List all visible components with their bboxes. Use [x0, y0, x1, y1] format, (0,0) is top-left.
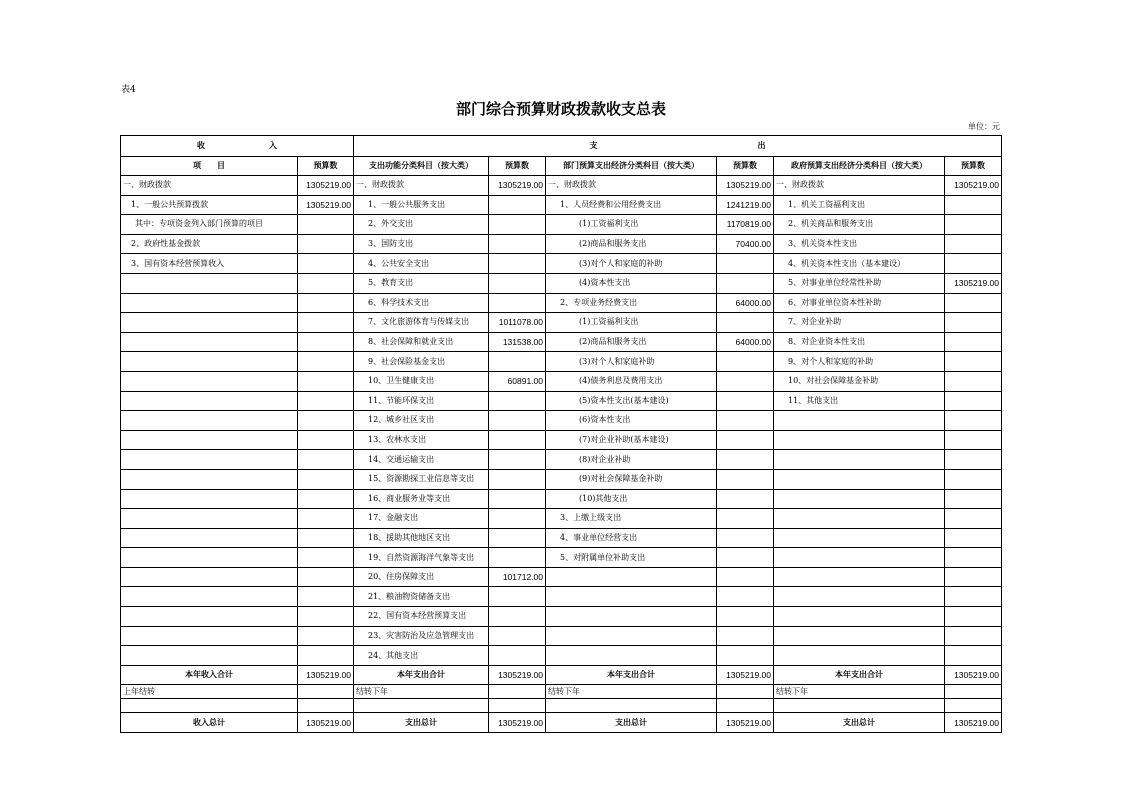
item-cell	[121, 626, 298, 646]
amount-cell	[717, 391, 774, 411]
total-row-blank	[121, 699, 1002, 713]
item-cell: 8、对企业资本性支出	[774, 332, 945, 352]
amount-cell: 1305219.00	[298, 195, 354, 215]
amount-cell	[717, 607, 774, 627]
col-header: 预算数	[945, 157, 1002, 176]
item-cell	[774, 567, 945, 587]
group-header-row	[121, 136, 1002, 157]
amount-cell	[489, 548, 546, 568]
amount-cell	[945, 489, 1002, 509]
amount-cell: 64000.00	[717, 332, 774, 352]
amount-cell	[298, 254, 354, 274]
col-header: 预算数	[717, 157, 774, 176]
item-cell: 一、财政拨款	[354, 176, 489, 196]
item-cell	[774, 607, 945, 627]
total-label-cell	[546, 699, 717, 713]
amount-cell	[945, 215, 1002, 235]
item-cell: 5、对附属单位补助支出	[546, 548, 717, 568]
item-cell: 一、财政拨款	[774, 176, 945, 196]
total-amount-cell	[489, 685, 546, 699]
amount-cell	[298, 234, 354, 254]
item-cell: (3)对个人和家庭的补助	[546, 254, 717, 274]
amount-cell	[945, 234, 1002, 254]
table-row	[121, 587, 1002, 607]
amount-cell	[298, 332, 354, 352]
amount-cell	[945, 411, 1002, 431]
item-cell: 2、专项业务经费支出	[546, 293, 717, 313]
item-cell: 7、文化旅游体育与传媒支出	[354, 313, 489, 333]
table-tag: 表4	[121, 85, 136, 95]
col-header: 项 目	[121, 157, 298, 176]
item-cell	[774, 587, 945, 607]
item-cell: 13、农林水支出	[354, 430, 489, 450]
amount-cell	[945, 391, 1002, 411]
amount-cell	[489, 469, 546, 489]
amount-cell	[298, 391, 354, 411]
amount-cell	[489, 411, 546, 431]
amount-cell	[489, 195, 546, 215]
col-header: 部门预算支出经济分类科目（按大类）	[546, 157, 717, 176]
item-cell: 1、一般公共服务支出	[354, 195, 489, 215]
amount-cell	[945, 548, 1002, 568]
amount-cell	[489, 215, 546, 235]
amount-cell	[298, 430, 354, 450]
income-header: 收 入	[121, 136, 354, 157]
item-cell: (10)其他支出	[546, 489, 717, 509]
total-label-cell: 上年结转	[121, 685, 298, 699]
amount-cell	[717, 626, 774, 646]
item-cell	[121, 352, 298, 372]
item-cell: 3、上缴上级支出	[546, 509, 717, 529]
table-row	[121, 215, 1002, 235]
table-row	[121, 293, 1002, 313]
total-amount-cell	[945, 699, 1002, 713]
item-cell: 2、政府性基金拨款	[121, 234, 298, 254]
total-label-cell: 本年收入合计	[121, 665, 298, 685]
item-cell: 4、事业单位经营支出	[546, 528, 717, 548]
item-cell: (9)对社会保障基金补助	[546, 469, 717, 489]
item-cell	[546, 626, 717, 646]
table-row	[121, 450, 1002, 470]
item-cell	[121, 450, 298, 470]
amount-cell	[717, 430, 774, 450]
amount-cell	[945, 254, 1002, 274]
item-cell	[774, 646, 945, 666]
amount-cell	[489, 626, 546, 646]
amount-cell	[298, 548, 354, 568]
total-label-cell: 支出总计	[774, 713, 945, 733]
amount-cell	[489, 430, 546, 450]
item-cell: 10、卫生健康支出	[354, 371, 489, 391]
item-cell	[774, 528, 945, 548]
amount-cell: 131538.00	[489, 332, 546, 352]
table-row	[121, 411, 1002, 431]
amount-cell	[717, 352, 774, 372]
amount-cell: 1011078.00	[489, 313, 546, 333]
amount-cell	[945, 626, 1002, 646]
item-cell	[546, 567, 717, 587]
item-cell: 20、住房保障支出	[354, 567, 489, 587]
item-cell: (1)工资福利支出	[546, 215, 717, 235]
item-cell	[121, 391, 298, 411]
total-label-cell	[354, 699, 489, 713]
amount-cell	[298, 293, 354, 313]
item-cell: 6、科学技术支出	[354, 293, 489, 313]
item-cell: 21、粮油物资储备支出	[354, 587, 489, 607]
total-label-cell: 支出总计	[354, 713, 489, 733]
amount-cell	[489, 450, 546, 470]
table-row	[121, 489, 1002, 509]
item-cell: 17、金融支出	[354, 509, 489, 529]
amount-cell	[945, 195, 1002, 215]
table-row	[121, 509, 1002, 529]
item-cell	[774, 626, 945, 646]
amount-cell	[717, 469, 774, 489]
amount-cell	[489, 528, 546, 548]
amount-cell	[717, 273, 774, 293]
col-header: 预算数	[298, 157, 354, 176]
item-cell	[546, 646, 717, 666]
amount-cell	[945, 607, 1002, 627]
col-header: 支出功能分类科目（按大类）	[354, 157, 489, 176]
item-cell: 16、商业服务业等支出	[354, 489, 489, 509]
table-row	[121, 528, 1002, 548]
total-label-cell: 结转下年	[354, 685, 489, 699]
item-cell	[121, 607, 298, 627]
amount-cell: 101712.00	[489, 567, 546, 587]
amount-cell	[298, 646, 354, 666]
item-cell	[121, 469, 298, 489]
col-header: 预算数	[489, 157, 546, 176]
table-row	[121, 195, 1002, 215]
item-cell: 3、国有资本经营预算收入	[121, 254, 298, 274]
total-label-cell	[774, 699, 945, 713]
amount-cell	[298, 528, 354, 548]
amount-cell	[489, 254, 546, 274]
amount-cell	[489, 607, 546, 627]
amount-cell	[298, 509, 354, 529]
total-amount-cell	[298, 685, 354, 699]
amount-cell	[945, 371, 1002, 391]
item-cell	[121, 371, 298, 391]
amount-cell	[945, 332, 1002, 352]
amount-cell	[945, 528, 1002, 548]
item-cell: (6)资本性支出	[546, 411, 717, 431]
amount-cell: 1305219.00	[945, 273, 1002, 293]
total-amount-cell: 1305219.00	[945, 713, 1002, 733]
item-cell	[121, 332, 298, 352]
total-label-cell: 本年支出合计	[774, 665, 945, 685]
amount-cell	[945, 352, 1002, 372]
amount-cell	[489, 273, 546, 293]
table-row	[121, 626, 1002, 646]
total-label-cell	[121, 699, 298, 713]
item-cell	[121, 587, 298, 607]
item-cell: 9、社会保险基金支出	[354, 352, 489, 372]
amount-cell	[298, 411, 354, 431]
total-amount-cell	[489, 699, 546, 713]
item-cell: (7)对企业补助(基本建设)	[546, 430, 717, 450]
amount-cell	[298, 607, 354, 627]
item-cell: (4)债务利息及费用支出	[546, 371, 717, 391]
item-cell: 6、对事业单位资本性补助	[774, 293, 945, 313]
item-cell: (8)对企业补助	[546, 450, 717, 470]
table-row	[121, 607, 1002, 627]
amount-cell	[717, 450, 774, 470]
item-cell: 2、机关商品和服务支出	[774, 215, 945, 235]
table-row	[121, 234, 1002, 254]
total-label-cell: 支出总计	[546, 713, 717, 733]
expense-header: 支 出	[354, 136, 1002, 157]
item-cell: 1、一般公共预算拨款	[121, 195, 298, 215]
column-header-row	[121, 157, 1002, 176]
item-cell: 19、自然资源海洋气象等支出	[354, 548, 489, 568]
item-cell: (2)商品和服务支出	[546, 332, 717, 352]
page-title: 部门综合预算财政拨款收支总表	[455, 100, 666, 118]
amount-cell	[489, 391, 546, 411]
item-cell: (4)资本性支出	[546, 273, 717, 293]
amount-cell	[717, 646, 774, 666]
amount-cell: 1305219.00	[298, 176, 354, 196]
item-cell: 5、教育支出	[354, 273, 489, 293]
item-cell: (5)资本性支出(基本建设)	[546, 391, 717, 411]
item-cell	[121, 567, 298, 587]
item-cell: (1)工资福利支出	[546, 313, 717, 333]
amount-cell	[298, 273, 354, 293]
amount-cell: 1305219.00	[489, 176, 546, 196]
item-cell	[121, 313, 298, 333]
total-label-cell: 结转下年	[774, 685, 945, 699]
table-row	[121, 176, 1002, 196]
total-amount-cell	[717, 699, 774, 713]
item-cell: 8、社会保障和就业支出	[354, 332, 489, 352]
item-cell	[121, 646, 298, 666]
amount-cell	[489, 234, 546, 254]
item-cell: (3)对个人和家庭补助	[546, 352, 717, 372]
amount-cell	[298, 215, 354, 235]
item-cell: 3、机关资本性支出	[774, 234, 945, 254]
amount-cell	[717, 509, 774, 529]
amount-cell	[298, 313, 354, 333]
amount-cell	[717, 548, 774, 568]
item-cell	[121, 489, 298, 509]
item-cell: 5、对事业单位经常性补助	[774, 273, 945, 293]
table-row	[121, 332, 1002, 352]
table-row	[121, 391, 1002, 411]
amount-cell	[489, 587, 546, 607]
budget-table	[120, 135, 1002, 733]
item-cell: 2、外交支出	[354, 215, 489, 235]
total-amount-cell: 1305219.00	[489, 665, 546, 685]
item-cell	[121, 430, 298, 450]
table-row	[121, 430, 1002, 450]
item-cell: 14、交通运输支出	[354, 450, 489, 470]
amount-cell	[489, 509, 546, 529]
item-cell: 23、灾害防治及应急管理支出	[354, 626, 489, 646]
total-amount-cell	[717, 685, 774, 699]
amount-cell	[298, 469, 354, 489]
amount-cell	[298, 626, 354, 646]
item-cell	[546, 587, 717, 607]
table-row	[121, 313, 1002, 333]
item-cell: 18、援助其他地区支出	[354, 528, 489, 548]
amount-cell	[945, 587, 1002, 607]
amount-cell: 1170819.00	[717, 215, 774, 235]
amount-cell	[489, 293, 546, 313]
total-amount-cell: 1305219.00	[298, 665, 354, 685]
item-cell	[774, 489, 945, 509]
item-cell	[546, 607, 717, 627]
item-cell: 1、人员经费和公用经费支出	[546, 195, 717, 215]
amount-cell	[298, 450, 354, 470]
unit-label: 单位：元	[968, 122, 1000, 131]
amount-cell	[489, 646, 546, 666]
item-cell: 一、财政拨款	[546, 176, 717, 196]
item-cell: 11、节能环保支出	[354, 391, 489, 411]
total-row-carry	[121, 685, 1002, 699]
item-cell	[774, 411, 945, 431]
amount-cell	[945, 509, 1002, 529]
amount-cell	[717, 567, 774, 587]
item-cell: 12、城乡社区支出	[354, 411, 489, 431]
amount-cell	[945, 450, 1002, 470]
amount-cell	[945, 313, 1002, 333]
item-cell	[121, 509, 298, 529]
table-row	[121, 646, 1002, 666]
total-amount-cell: 1305219.00	[298, 713, 354, 733]
item-cell: 其中：专项资金列入部门预算的项目	[121, 215, 298, 235]
item-cell: 4、机关资本性支出（基本建设）	[774, 254, 945, 274]
item-cell: (2)商品和服务支出	[546, 234, 717, 254]
item-cell: 11、其他支出	[774, 391, 945, 411]
amount-cell	[489, 352, 546, 372]
total-amount-cell: 1305219.00	[717, 713, 774, 733]
amount-cell	[945, 646, 1002, 666]
table-row	[121, 254, 1002, 274]
table-row	[121, 548, 1002, 568]
total-amount-cell: 1305219.00	[717, 665, 774, 685]
amount-cell	[717, 371, 774, 391]
item-cell	[774, 548, 945, 568]
total-amount-cell: 1305219.00	[489, 713, 546, 733]
amount-cell: 64000.00	[717, 293, 774, 313]
item-cell: 3、国防支出	[354, 234, 489, 254]
amount-cell: 1241219.00	[717, 195, 774, 215]
amount-cell	[945, 430, 1002, 450]
total-row-year	[121, 665, 1002, 685]
total-label-cell: 本年支出合计	[354, 665, 489, 685]
total-label-cell: 本年支出合计	[546, 665, 717, 685]
table-row	[121, 273, 1002, 293]
item-cell	[121, 548, 298, 568]
amount-cell	[298, 352, 354, 372]
amount-cell	[717, 411, 774, 431]
item-cell	[774, 450, 945, 470]
item-cell: 15、资源勘探工业信息等支出	[354, 469, 489, 489]
item-cell: 4、公共安全支出	[354, 254, 489, 274]
amount-cell	[945, 293, 1002, 313]
amount-cell	[298, 371, 354, 391]
total-amount-cell	[945, 685, 1002, 699]
amount-cell	[945, 469, 1002, 489]
item-cell	[774, 509, 945, 529]
amount-cell: 60891.00	[489, 371, 546, 391]
item-cell	[121, 273, 298, 293]
amount-cell: 1305219.00	[945, 176, 1002, 196]
item-cell: 24、其他支出	[354, 646, 489, 666]
total-amount-cell	[298, 699, 354, 713]
amount-cell: 1305219.00	[717, 176, 774, 196]
total-amount-cell: 1305219.00	[945, 665, 1002, 685]
col-header: 政府预算支出经济分类科目（按大类）	[774, 157, 945, 176]
item-cell	[774, 430, 945, 450]
total-label-cell: 收入总计	[121, 713, 298, 733]
amount-cell	[717, 313, 774, 333]
amount-cell: 70400.00	[717, 234, 774, 254]
item-cell	[121, 293, 298, 313]
amount-cell	[717, 587, 774, 607]
amount-cell	[717, 489, 774, 509]
amount-cell	[298, 567, 354, 587]
item-cell: 10、对社会保障基金补助	[774, 371, 945, 391]
item-cell	[121, 528, 298, 548]
table-row	[121, 371, 1002, 391]
table-row	[121, 567, 1002, 587]
item-cell: 7、对企业补助	[774, 313, 945, 333]
amount-cell	[298, 489, 354, 509]
amount-cell	[717, 254, 774, 274]
item-cell: 1、机关工资福利支出	[774, 195, 945, 215]
total-row-grand	[121, 713, 1002, 733]
item-cell	[774, 469, 945, 489]
table-row	[121, 352, 1002, 372]
item-cell: 22、国有资本经营预算支出	[354, 607, 489, 627]
amount-cell	[489, 489, 546, 509]
item-cell: 一、财政拨款	[121, 176, 298, 196]
table-row	[121, 469, 1002, 489]
amount-cell	[945, 567, 1002, 587]
item-cell: 9、对个人和家庭的补助	[774, 352, 945, 372]
amount-cell	[717, 528, 774, 548]
item-cell	[121, 411, 298, 431]
amount-cell	[298, 587, 354, 607]
total-label-cell: 结转下年	[546, 685, 717, 699]
